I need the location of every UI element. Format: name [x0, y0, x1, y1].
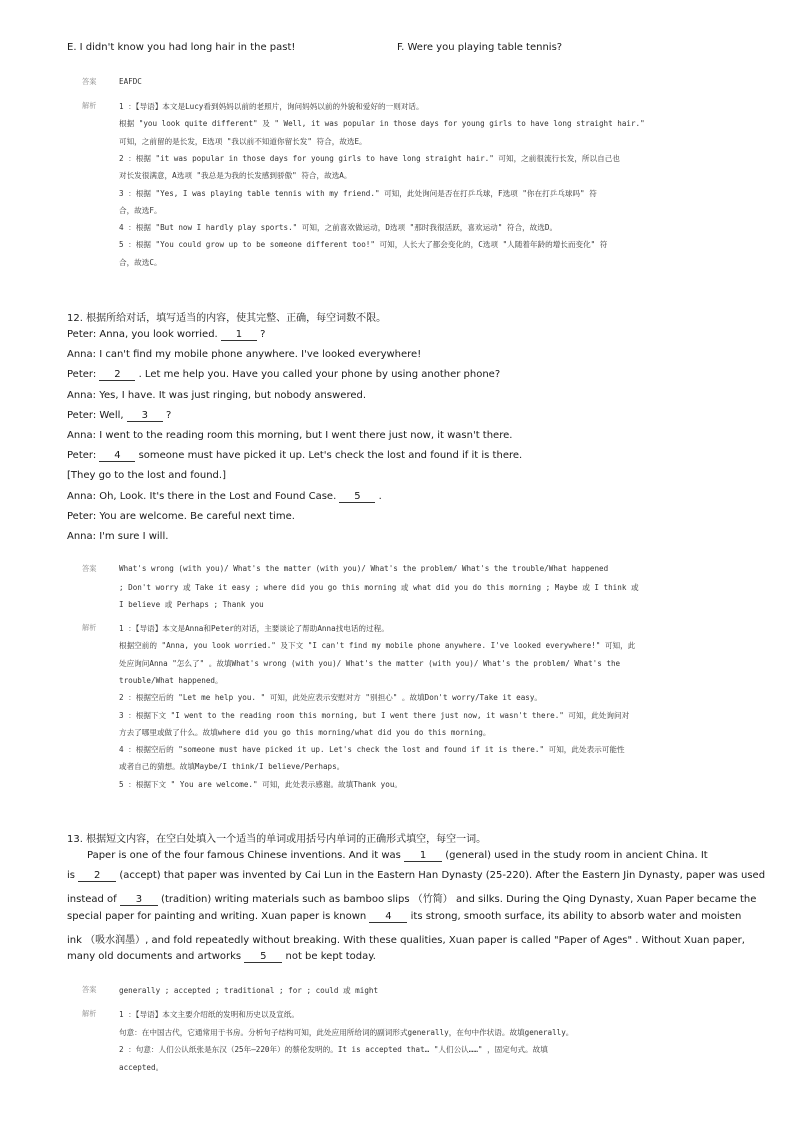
analysis-line: 根据 "you look quite different" 及 " Well, it was popular in those days for young girls to have long straight hair." [119, 119, 645, 129]
passage-line [67, 870, 765, 882]
analysis-line: 2 ：根据 "it was popular in those days for young girls to have long straight hair." 可知，之前很流行长发，所以自己也 [119, 153, 620, 163]
blank-1[interactable]: 1 [404, 850, 442, 862]
analysis-line: 可知，之前留的是长发，E选项 "我以前不知道你留长发" 符合，故选E。 [119, 136, 367, 146]
passage-line [67, 890, 756, 906]
analysis-label: 解析 [82, 623, 97, 632]
passage-text: (general) used in the study room in ancient China. It [442, 850, 708, 861]
passage-text: (tradition) writing materials such as bamboo slips （竹简） and silks. During the Qing Dynasty, Xuan Paper became the [157, 894, 757, 906]
dialogue-line [67, 531, 168, 542]
analysis-line: accepted。 [119, 1062, 164, 1072]
passage-line [67, 931, 745, 946]
dialogue-text: someone must have picked it up. Let's check the lost and found if it is there. [135, 450, 523, 462]
analysis-line: 合，故选C。 [119, 257, 162, 267]
passage-line [87, 850, 708, 862]
dialogue-line [67, 491, 382, 503]
passage-text: instead of [67, 894, 120, 906]
dialogue-text: Anna: I can't find my mobile phone anywhere. I've looked everywhere! [67, 349, 422, 361]
passage-text: special paper for painting and writing. Xuan paper is known [67, 910, 370, 922]
option-f: F. Were you playing table tennis? [397, 42, 563, 53]
blank-1[interactable]: 1 [221, 329, 257, 341]
analysis-line: 2 ：句意：人们公认纸张是东汉（25年—220年）的蔡伦发明的。It is accepted that… "人们公认……" ，固定句式。故填 [119, 1045, 548, 1054]
analysis-line: I believe 或 Perhaps ; Thank you [119, 600, 264, 609]
dialogue-text: Peter: [67, 450, 100, 462]
analysis-line: 方去了哪里或做了什么。故填where did you go this morning/what did you do this morning。 [119, 727, 491, 737]
analysis-line: 根据空前的 "Anna, you look worried." 及下文 "I can't find my mobile phone anywhere. I've looked everywhere!" 可知，此 [119, 641, 636, 651]
blank-3[interactable]: 3 [120, 894, 158, 906]
analysis-line: 5 ：根据 "You could grow up to be someone different too!" 可知，人长大了都会变化的，C选项 "人随着年龄的增长而变化" 符 [119, 240, 608, 250]
dialogue-line [67, 430, 512, 441]
dialogue-text: Anna: I went to the reading room this morning, but I went there just now, it wasn't there. [67, 430, 513, 441]
analysis-line: 3 ：根据 "Yes, I was playing table tennis with my friend." 可知，此处询问是否在打乒乓球，F选项 "你在打乒乓球吗" 符 [119, 188, 597, 198]
blank-5[interactable]: 5 [244, 951, 282, 963]
dialogue-line [67, 390, 366, 401]
blank-3[interactable]: 3 [127, 410, 163, 422]
blank-5[interactable]: 5 [339, 491, 375, 503]
answer-label: 答案 [82, 77, 97, 86]
q11-answer: EAFDC [119, 77, 142, 86]
passage-text: Paper is one of the four famous Chinese inventions. And it was [87, 850, 405, 861]
analysis-line: 4 ：根据空后的 "someone must have picked it up. Let's check the lost and found if it is there." 可知，此处表示可能性 [119, 745, 625, 755]
passage-line [67, 951, 376, 963]
dialogue-text: Peter: You are welcome. Be careful next time. [67, 510, 295, 522]
dialogue-text: Peter: [67, 369, 100, 381]
analysis-label: 解析 [82, 101, 97, 110]
passage-text: not be kept today. [282, 951, 376, 962]
blank-2[interactable]: 2 [78, 870, 116, 882]
analysis-line: 句意：在中国古代，它通常用于书房。分析句子结构可知，此处应用所给词的副词形式generally，在句中作状语。故填generally。 [119, 1027, 574, 1037]
dialogue-line [67, 511, 295, 522]
analysis-line: 2 ：根据空后的 "Let me help you. " 可知，此处应表示安慰对方 "别担心" 。故填Don't worry/Take it easy。 [119, 693, 543, 703]
dialogue-text: . [375, 490, 382, 502]
dialogue-text: Peter: Anna, you look worried. [67, 329, 221, 340]
dialogue-line [67, 450, 522, 462]
analysis-line: trouble/What happened。 [119, 675, 223, 685]
analysis-line: 4 ：根据 "But now I hardly play sports." 可知，之前喜欢做运动，D选项 "那时我很活跃，喜欢运动" 符合，故选D。 [119, 223, 558, 233]
answer-label: 答案 [82, 564, 97, 573]
analysis-line: 或者自己的猜想。故填Maybe/I think/I believe/Perhaps。 [119, 762, 345, 772]
passage-line [67, 911, 741, 923]
passage-text: is [67, 870, 79, 882]
analysis-label: 解析 [82, 1009, 97, 1018]
dialogue-line [67, 369, 500, 381]
option-e: E. I didn't know you had long hair in the past! [67, 42, 296, 53]
blank-4[interactable]: 4 [369, 911, 407, 923]
dialogue-text: Anna: Yes, I have. It was just ringing, but nobody answered. [67, 389, 367, 401]
dialogue-text: ? [162, 409, 172, 421]
analysis-line: 处应询问Anna "怎么了" 。故填What's wrong (with you)/ What's the matter (with you)/ What's the problem/ What's the [119, 658, 621, 668]
dialogue-text: Peter: Well, [67, 409, 127, 421]
dialogue-text: Anna: I'm sure I will. [67, 531, 169, 542]
analysis-line: 合，故选F。 [119, 205, 162, 215]
passage-text: many old documents and artworks [67, 951, 245, 962]
analysis-line: 对长发很满意，A选项 "我总是为我的长发感到骄傲" 符合，故选A。 [119, 171, 352, 181]
q13-answer: generally ; accepted ; traditional ; for ; could 或 might [119, 986, 379, 995]
q12-title: 12. 根据所给对话，填写适当的内容，使其完整、正确，每空词数不限。 [67, 313, 387, 324]
q13-title: 13. 根据短文内容，在空白处填入一个适当的单词或用括号内单词的正确形式填空，每空一词。 [67, 834, 487, 845]
answer-label: 答案 [82, 985, 97, 994]
dialogue-text: [They go to the lost and found.] [67, 470, 226, 482]
passage-text: (accept) that paper was invented by Cai Lun in the Eastern Han Dynasty (25-220). After the Eastern Jin Dynasty, paper was used [116, 870, 766, 882]
analysis-line: 1 ：【导语】本文是Anna和Peter的对话，主要谈论了帮助Anna找电话的过程。 [119, 624, 389, 633]
dialogue-line [67, 349, 421, 360]
analysis-line: 3 ：根据下文 "I went to the reading room this morning, but I went there just now, it wasn't there." 可知，此处询问对 [119, 710, 630, 720]
dialogue-line [67, 329, 265, 341]
analysis-line: 1 ：【导语】本文是Lucy看到妈妈以前的老照片，询问妈妈以前的外貌和爱好的一则对话。 [119, 102, 424, 111]
analysis-line: 5 ：根据下文 " You are welcome." 可知，此处表示感谢。故填Thank you。 [119, 779, 402, 789]
analysis-line: 1 ：【导语】本文主要介绍纸的发明和历史以及宣纸。 [119, 1010, 299, 1019]
dialogue-text: ? [256, 329, 266, 340]
analysis-line: What's wrong (with you)/ What's the matter (with you)/ What's the problem/ What's the trouble/What happened [119, 564, 609, 573]
blank-4[interactable]: 4 [99, 450, 135, 462]
analysis-line: ; Don't worry 或 Take it easy ; where did you go this morning 或 what did you do this morning ; Maybe 或 I think 或 [119, 582, 639, 592]
dialogue-text: Anna: Oh, Look. It's there in the Lost and Found Case. [67, 490, 340, 502]
passage-text: ink （吸水润墨）, and fold repeatedly without breaking. With these qualities, Xuan paper is called "Paper of Ages" . Without Xuan paper, [67, 934, 745, 946]
passage-text: its strong, smooth surface, its ability to absorb water and moisten [407, 910, 742, 922]
blank-2[interactable]: 2 [99, 369, 135, 381]
dialogue-line [67, 410, 171, 422]
dialogue-line [67, 470, 226, 481]
dialogue-text: . Let me help you. Have you called your phone by using another phone? [135, 369, 501, 381]
